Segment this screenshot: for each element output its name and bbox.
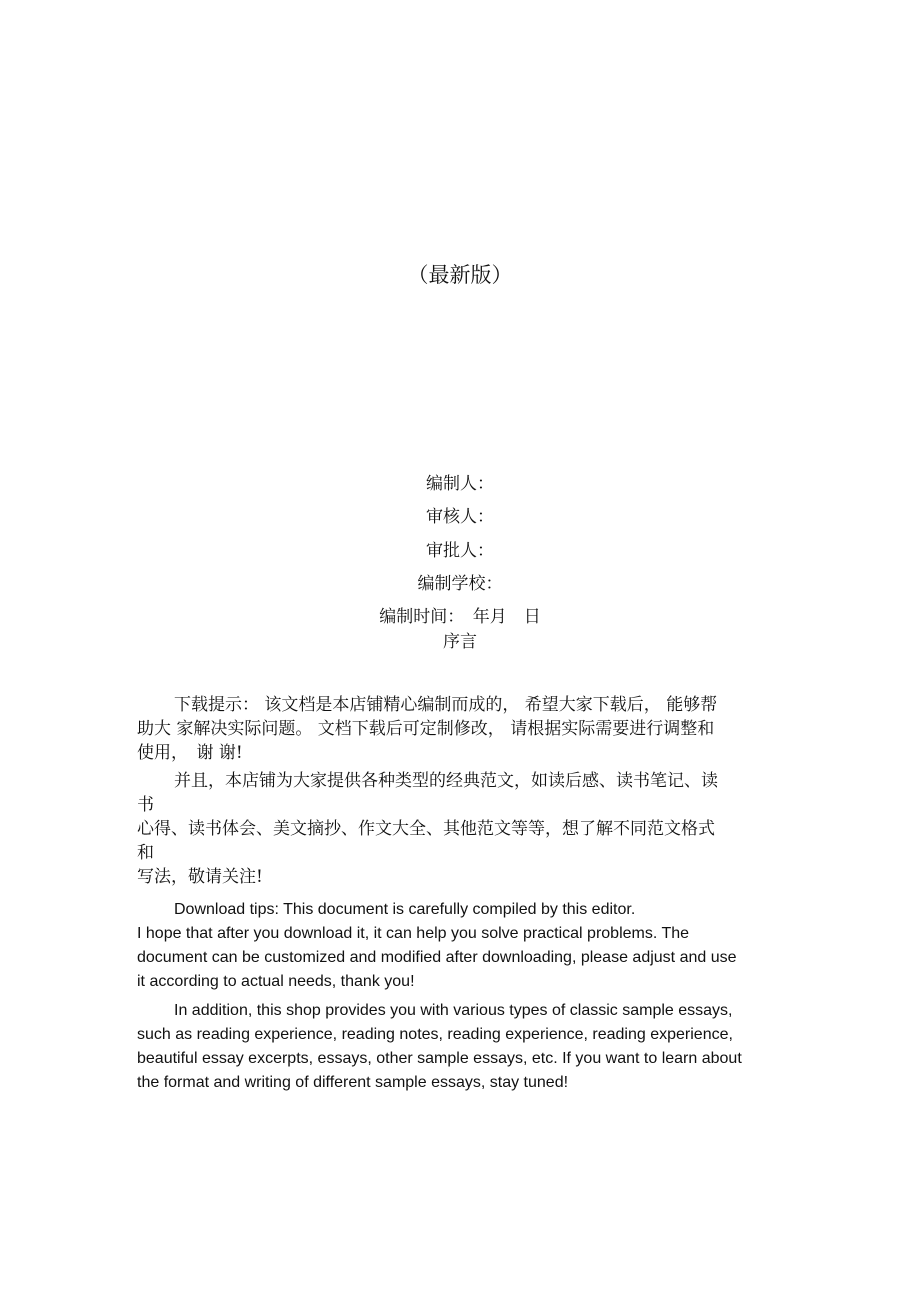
en-p1-line: it according to actual needs, thank you!	[137, 973, 415, 990]
zh-p2-line: 写法，敬请关注!	[137, 867, 263, 887]
en-p2-line: In addition, this shop provides you with various types of classic sample essays,	[174, 1002, 733, 1019]
approver-field: 审批人：	[426, 541, 494, 561]
edition-label: （最新版）	[407, 263, 513, 287]
compiler-field: 编制人：	[426, 474, 494, 494]
reviewer-field: 审核人：	[426, 507, 494, 527]
en-p1-line: I hope that after you download it, it can help you solve practical problems. The	[137, 925, 690, 942]
en-p2-line: beautiful essay excerpts, essays, other sample essays, etc. If you want to learn about	[137, 1050, 742, 1067]
zh-p2-line: 书	[137, 795, 154, 815]
preface-title: 序言	[443, 632, 477, 652]
en-p2-line: such as reading experience, reading notes, reading experience, reading experience,	[137, 1026, 733, 1043]
zh-p1-line: 使用， 谢 谢!	[137, 743, 243, 763]
en-p1-line: document can be customized and modified after downloading, please adjust and use	[137, 949, 737, 966]
zh-p2-line: 并且，本店铺为大家提供各种类型的经典范文，如读后感、读书笔记、读	[174, 771, 718, 791]
en-p2-line: the format and writing of different sample essays, stay tuned!	[137, 1074, 569, 1091]
zh-p1-line: 助大 家解决实际问题。 文档下载后可定制修改， 请根据实际需要进行调整和	[137, 719, 715, 739]
date-field: 编制时间： 年月 日	[379, 607, 541, 627]
zh-p2-line: 和	[137, 843, 154, 863]
en-p1-line: Download tips: This document is carefully compiled by this editor.	[174, 901, 636, 918]
zh-p2-line: 心得、读书体会、美文摘抄、作文大全、其他范文等等，想了解不同范文格式	[137, 819, 715, 839]
school-field: 编制学校：	[417, 574, 503, 594]
zh-p1-line: 下载提示： 该文档是本店铺精心编制而成的， 希望大家下载后， 能够帮	[174, 695, 718, 715]
